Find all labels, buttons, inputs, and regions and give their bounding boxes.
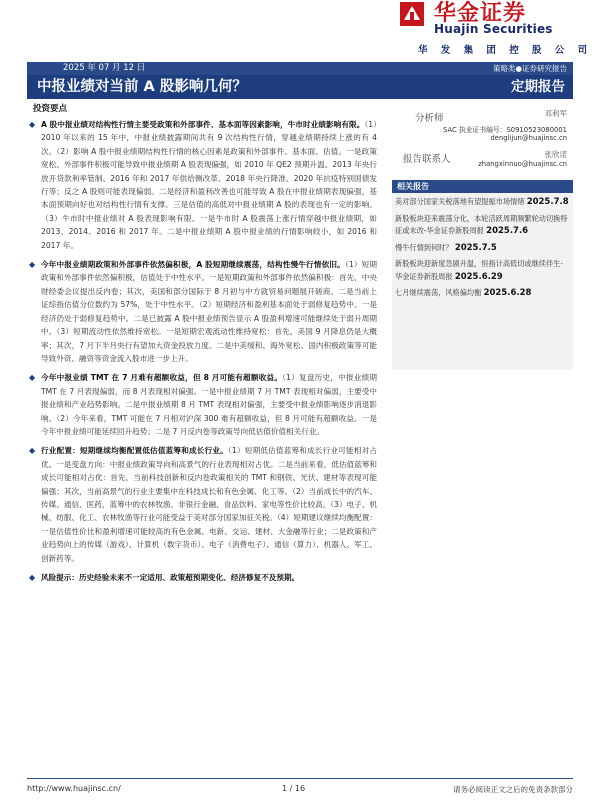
company-full-name: 华 发 集 团 控 股 公 司 xyxy=(418,45,593,56)
related-item-text: 新股板块迎来震荡分化，本轮活跃周期频繁轮动切换特征或未改-华金证券新股周报 xyxy=(395,213,568,235)
page-number: 1 / 16 xyxy=(282,784,306,793)
related-item-date: 2025.7.8 xyxy=(526,197,569,207)
point-2 xyxy=(27,258,377,365)
contact-email[interactable]: zhangxinnuo@huajinsc.cn xyxy=(478,160,567,168)
report-date: 2025 年 07 月 12 日 xyxy=(63,63,146,73)
related-heading-bar xyxy=(392,180,573,193)
report-category: 策略类●证券研究报告 xyxy=(492,64,567,73)
related-reports xyxy=(392,180,573,370)
related-item[interactable] xyxy=(392,240,573,257)
point-body: （1）短期政策和外部事件依然偏积极，估值处于中性水平。一是短期政策和外部事件依然偏积极：首先，中央财经委会议提出反内卷；其次，美国和部分国际于 8 月初与中方就贸易问题展开磋商。二是当前上证综指估值分位数约为 57%，处于中性水平。（2）短期经济和盈利基本面处于弱修复趋势中。一是经济仍处于弱修复趋势中。二是已披露 A 股中报业绩预告显示 A 股盈利增速可能继续处于弱升周期中。（3）短期流动性依然维持宽松。一是短期宏观流动性维持宽松：首先，美国 9 月降息仍是大概率；其次，7 月下半月央行有望加大资金投放力度。二是中美缓和、海外宽松、国内积极政策等可能导致外资、融资等资金流入股市进一步上升。 xyxy=(41,260,377,363)
point-1 xyxy=(27,118,377,252)
analyst-sac-number: SAC 执业证书编号：S0910523080001 xyxy=(443,126,567,134)
footer-url[interactable]: http://www.huajinsc.cn/ xyxy=(27,784,121,793)
related-item[interactable] xyxy=(392,256,573,285)
related-heading: 相关报告 xyxy=(397,182,429,191)
contact-name: 张欣诺 xyxy=(544,150,567,159)
footer-disclaimer: 请务必阅读正文之后的免责条款部分 xyxy=(453,785,573,794)
analyst-email[interactable]: denglijun@huajinsc.cn xyxy=(490,134,567,142)
related-item-text: 七月继续震荡，风格偏均衡 xyxy=(395,288,482,297)
related-item-date: 2025.7.6 xyxy=(486,226,529,236)
analyst-label: 分析师 xyxy=(415,113,444,124)
point-lead: A 股中报业绩对结构性行情主要受政策和外部事件、基本面等因素影响，牛市时业绩影响有限。 xyxy=(41,120,365,129)
point-4 xyxy=(27,444,377,565)
point-5 xyxy=(27,571,377,584)
related-item-date: 2025.7.5 xyxy=(454,242,497,253)
report-title: 中报业绩对当前 A 股影响几何？ xyxy=(37,79,247,95)
related-list xyxy=(392,194,573,302)
analyst-name: 邓利军 xyxy=(544,109,567,118)
point-lead: 今年中报业绩 TMT 在 7 月难有超额收益，但 8 月可能有超额收益。 xyxy=(41,373,283,383)
related-item[interactable] xyxy=(392,211,573,240)
section-label: 投资要点 xyxy=(33,104,68,114)
date-bar xyxy=(27,62,573,75)
point-body: （1）复盘历史，中报业绩期 TMT 在 7 月表现偏弱，而 8 月表现相对偏强。一是中报业绩期 7 月 TMT 表现相对偏弱，主要受中报业绩和产业趋势影响。二是中报业绩期 8 月 TMT 表现相对偏强，主要受中报业绩影响逐步消退影响。（2）今年来看，TMT 可能在 7 月相对沪深 300 难有超额收益，但 8 月可能有超额收益。一是今年中报业绩可能延续回升趋势；二是 7 月反内卷等政策导向低估值价值相关行业。 xyxy=(41,373,378,436)
related-item-text: 慢牛行情到何时？ xyxy=(395,242,453,252)
logo-cn-text: 华金证券 xyxy=(434,1,527,26)
point-body: （1）短期低估值蓝筹和成长行业可能相对占优。一是变盘方向：中报业绩政策导向和高景气的行业表现相对占优。二是当前来看，低估值蓝筹和成长可能相对占优：首先，当前科技创新和反内卷政策相关的 TMT 和钢铁、光伏、建材等表现可能偏强；其次，当前高景气的行业主要集中在科技成长和有色金属、化工等。（2）当前成长中的汽车、传媒、通信、医药，蓝筹中的农林牧渔、非银行金融、食品饮料、家电等性价比较高。（3）电子、机械、纺服、化工、农林牧渔等行业可能受益于美对部分国家加征关税。（4）短期建议继续均衡配置：一是估值性价比和盈利增速可能较高的有色金属、电新、交运、建材、大金融等行业；二是政策和产业趋势向上的传媒（游戏）、计算机（数字货币）、电子（消费电子）、通信（算力）、机器人、军工、创新药等。 xyxy=(41,446,378,563)
contact-label: 报告联系人 xyxy=(403,154,451,165)
related-item-text: 新股板块迎新度急剧升温，恒指计高低切或继续伴生-华金证券新股周报 xyxy=(395,259,563,281)
point-3 xyxy=(27,371,377,438)
related-item[interactable] xyxy=(392,285,573,302)
logo-mark-icon xyxy=(400,2,424,26)
logo-en-text: Huajin Securities xyxy=(434,22,553,36)
related-item-date: 2025.6.29 xyxy=(454,271,503,282)
point-lead: 风险提示：历史经验未来不一定适用、政策超预期变化、经济修复不及预期。 xyxy=(41,573,300,582)
point-lead: 今年中报业绩期政策和外部事件依然偏积极，A 股短期继续震荡，结构性慢牛行情依旧。 xyxy=(41,260,345,270)
title-bar xyxy=(27,75,573,99)
report-type: 定期报告 xyxy=(511,79,565,95)
point-lead: 行业配置：短期继续均衡配置低估值蓝筹和成长行业。 xyxy=(41,446,228,456)
related-item-date: 2025.6.28 xyxy=(483,288,532,298)
point-body: （1）2010 年以来的 15 年中，中报业绩披露期间共有 9 次结构性行情，穿越业绩期持续上涨的有 4 次。（2）影响 A 股中报业绩期结构性行情的核心因素是政策和外部事件、基本面、估值。一是政策宽松、外部事件积极可能导致中报业绩期 A 股表现偏强，如 2010 年 QE2 预期升温、2013 年央行放开贷款利率管制、2016 年和 2017 年供给侧改革、2018 年央行降准、2020 年抗疫特别国债发行等；反之 A 股则可能表现偏弱。二是经济和盈利改善也可能导致 A 股在中报业绩期表现偏强，基本面预期向好也对结构性行情有支撑。三是估值的高低对中报业绩期 A 股的表现也有一定的影响。（3）牛市时中报业绩对 A 股表现影响有限。一是牛市时 A 股震荡上涨行情穿越中报业绩期，如 2013、2014、2016 和 2017 年。二是中报业绩期 A 股中报业绩的行情影响较小，如 2016 和 2017 年。 xyxy=(41,120,377,250)
footer-divider xyxy=(27,778,573,779)
related-item[interactable] xyxy=(392,194,573,211)
investment-points xyxy=(27,102,377,590)
related-item-text: 美对部分国家关税落地有望提振市场情绪 xyxy=(395,197,525,206)
